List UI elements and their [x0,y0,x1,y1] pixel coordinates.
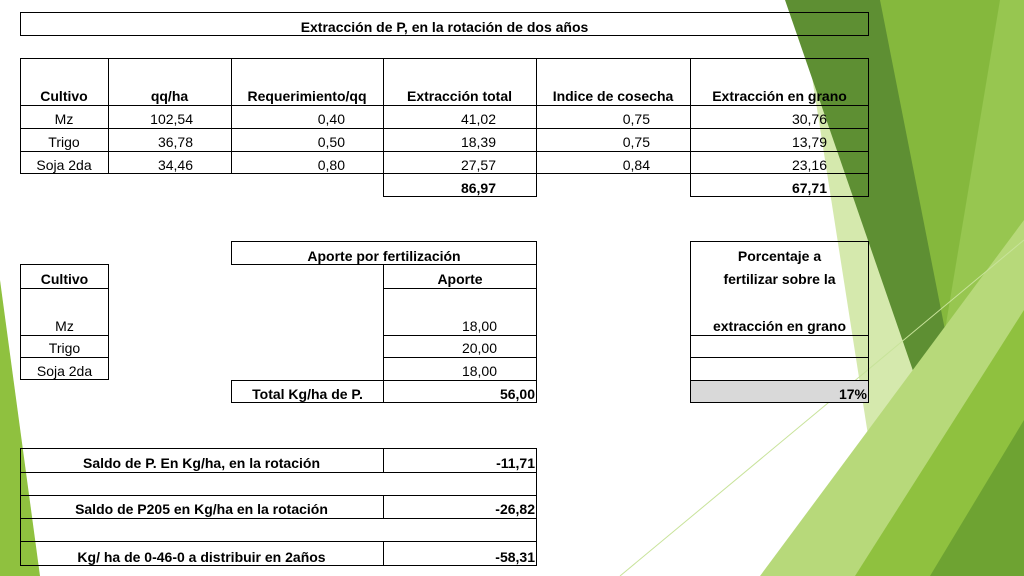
table-cell: 34,46 [157,157,193,173]
balance-value: -26,82 [495,501,535,517]
table-cell: 0,40 [317,111,345,127]
fert-header-cultivo: Cultivo [40,271,89,287]
header-extraccion-total: Extracción total [406,88,513,104]
table-cell: 0,84 [622,157,650,173]
balance-label: Kg/ ha de 0-46-0 a distribuir en 2años [77,549,326,565]
table-cell: 0,50 [317,134,345,150]
fert-cultivo-cell: Trigo [48,340,81,356]
header-extraccion-grano: Extracción en grano [712,88,847,104]
table-cell: 0,75 [622,111,650,127]
fert-cultivo-cell: Soja 2da [36,363,93,379]
header-cultivo: Cultivo [40,88,88,104]
header-indice-cosecha: Indice de cosecha [552,88,674,104]
fert-header-aporte: Aporte [437,271,483,287]
table-title: Extracción de P, en la rotación de dos años [300,19,589,35]
fert-cultivo-cell: Mz [55,318,74,334]
percentage-value: 17% [838,386,867,402]
header-requerimiento: Requerimiento/qq [247,88,367,104]
balance-label: Saldo de P205 en Kg/ha en la rotación [75,501,328,517]
percentage-header-line: fertilizar sobre la [723,271,836,287]
balance-value: -58,31 [495,549,535,565]
fert-total-label: Total Kg/ha de P. [252,386,363,402]
table-cell: 36,78 [157,134,193,150]
table-cell: 30,76 [791,111,827,127]
table-cell: 13,79 [791,134,827,150]
table-cell: 23,16 [791,157,827,173]
balance-value: -11,71 [496,455,535,471]
table-cell: Trigo [48,134,80,150]
fert-total-value: 56,00 [499,386,535,402]
fert-aporte-cell: 18,00 [461,318,497,334]
total-extraccion: 86,97 [460,180,496,196]
table-cell: 27,57 [460,157,496,173]
percentage-header-line: extracción en grano [712,318,847,334]
fertilization-title: Aporte por fertilización [307,248,461,264]
table-cell: 0,80 [317,157,345,173]
table-cell: 18,39 [460,134,496,150]
header-qq-ha: qq/ha [150,88,189,104]
balance-label: Saldo de P. En Kg/ha, en la rotación [82,455,320,471]
total-extraccion-grano: 67,71 [791,180,827,196]
fert-aporte-cell: 18,00 [461,363,497,379]
table-cell: Mz [54,111,74,127]
table-cell: 41,02 [460,111,496,127]
fert-aporte-cell: 20,00 [461,340,497,356]
table-cell: 102,54 [150,111,193,127]
table-cell: 0,75 [622,134,650,150]
table-cell: Soja 2da [36,157,92,173]
percentage-header-line: Porcentaje a [737,248,822,264]
